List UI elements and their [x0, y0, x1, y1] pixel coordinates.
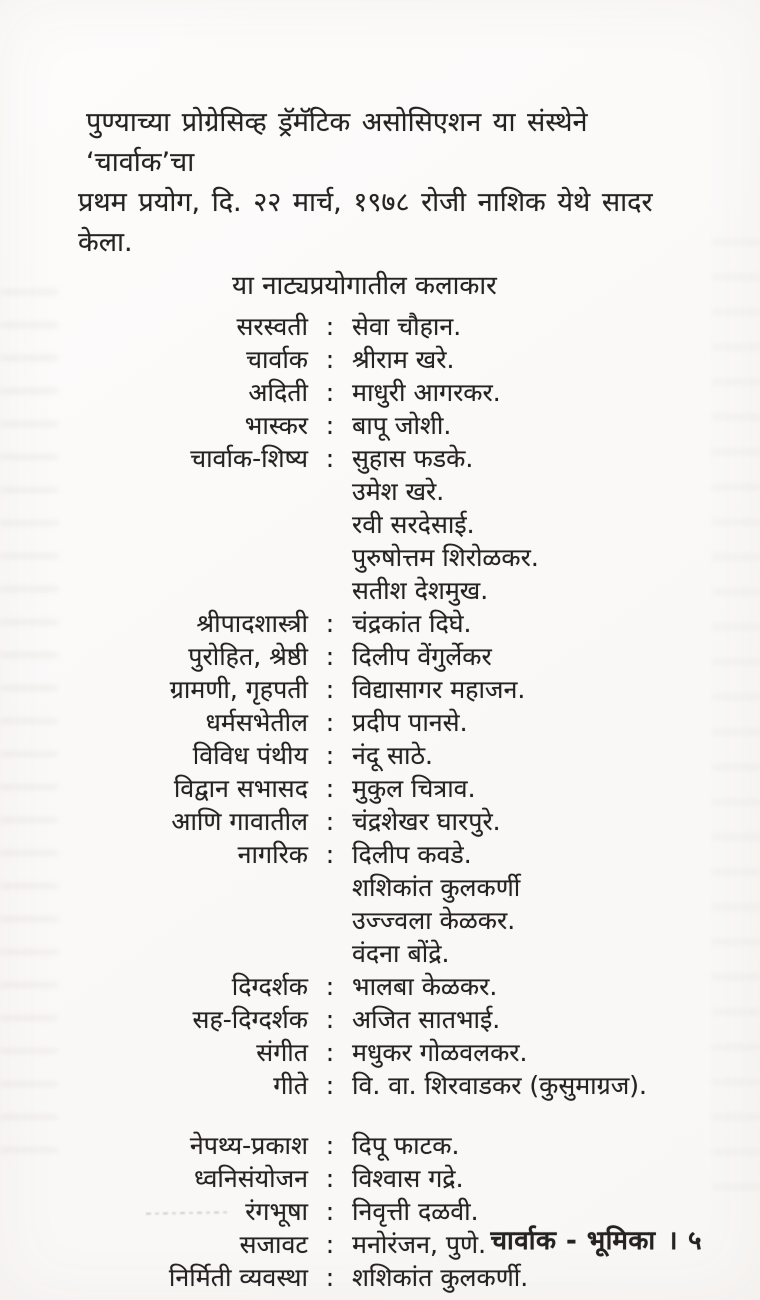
person-name: वंदना बोंद्रे. — [352, 939, 450, 968]
colon-separator — [308, 508, 352, 541]
credit-row — [0, 1003, 760, 1036]
colon-separator: : — [325, 312, 335, 341]
credit-row — [0, 805, 760, 838]
credit-row — [0, 970, 760, 1003]
person-name: शशिकांत कुलकर्णी. — [352, 1263, 529, 1292]
person-name: मुकुल चित्राव. — [352, 774, 476, 803]
colon-separator: : — [325, 444, 335, 473]
person-name: विश्वास गद्रे. — [352, 1164, 464, 1193]
intro-paragraph — [78, 103, 696, 263]
cast-list — [0, 310, 760, 1102]
credit-row — [0, 640, 760, 673]
person-name: मनोरंजन, पुणे. — [352, 1230, 487, 1259]
credit-row — [0, 1261, 760, 1294]
role-label — [0, 871, 308, 904]
credit-row — [0, 1069, 760, 1102]
colon-separator — [308, 475, 352, 508]
colon-separator: : — [325, 609, 335, 638]
colon-separator: : — [325, 1263, 335, 1292]
colon-separator: : — [325, 840, 335, 869]
colon-separator — [308, 541, 352, 574]
role-label: सरस्वती — [236, 312, 308, 341]
role-label: ग्रामणी, गृहपती — [169, 675, 308, 704]
role-label — [0, 541, 308, 574]
page-footer — [491, 1221, 702, 1257]
role-label: सजावट — [239, 1230, 308, 1259]
credit-row — [0, 772, 760, 805]
role-label: नागरिक — [237, 840, 308, 869]
role-label: भास्कर — [244, 411, 308, 440]
person-name: दिपू फाटक. — [352, 1131, 460, 1160]
person-name: सतीश देशमुख. — [352, 576, 489, 605]
role-label: निर्मिती व्यवस्था — [168, 1263, 308, 1292]
credit-row — [0, 343, 760, 376]
credit-row — [0, 937, 760, 970]
cast-heading: या नाट्यप्रयोगातील कलाकार — [232, 271, 497, 301]
credit-row — [0, 673, 760, 706]
role-label: दिग्दर्शक — [231, 972, 308, 1001]
person-name: उज्ज्वला केळकर. — [352, 906, 516, 935]
person-name: बापू जोशी. — [352, 411, 452, 440]
person-name: प्रदीप पानसे. — [352, 708, 468, 737]
person-name: पुरुषोत्तम शिरोळकर. — [352, 543, 539, 572]
colon-separator: : — [325, 675, 335, 704]
colon-separator — [308, 904, 352, 937]
credit-row — [0, 442, 760, 475]
colon-separator — [308, 937, 352, 970]
role-label: चार्वाक-शिष्य — [190, 444, 308, 473]
role-label: चार्वाक — [246, 345, 308, 374]
colon-separator: : — [325, 1071, 335, 1100]
colon-separator: : — [325, 807, 335, 836]
role-label: संगीत — [256, 1038, 308, 1067]
person-name: नंदू साठे. — [352, 741, 433, 770]
credit-row — [0, 739, 760, 772]
credit-row — [0, 904, 760, 937]
role-label — [0, 475, 308, 508]
role-label: सह-दिग्दर्शक — [192, 1005, 308, 1034]
person-name: भालबा केळकर. — [352, 972, 498, 1001]
credit-row — [0, 838, 760, 871]
role-label: धर्मसभेतील — [205, 708, 308, 737]
role-label: गीते — [273, 1071, 308, 1100]
colon-separator: : — [325, 1005, 335, 1034]
colon-separator: : — [325, 411, 335, 440]
role-label: श्रीपादशास्त्री — [196, 609, 308, 638]
credit-row — [0, 1036, 760, 1069]
person-name: उमेश खरे. — [352, 477, 445, 506]
credit-row — [0, 409, 760, 442]
role-label — [0, 904, 308, 937]
person-name: सुहास फडके. — [352, 444, 474, 473]
credit-row — [0, 574, 760, 607]
pencil-scribble-artifact — [146, 1210, 230, 1218]
credit-row — [0, 1129, 760, 1162]
colon-separator: : — [325, 972, 335, 1001]
role-label — [0, 574, 308, 607]
role-label: विद्वान सभासद — [173, 774, 308, 803]
credit-row — [0, 508, 760, 541]
person-name: दिलीप वेंगुर्लेकर — [352, 642, 492, 671]
credit-row — [0, 871, 760, 904]
credit-row — [0, 607, 760, 640]
role-label: पुरोहित, श्रेष्ठी — [188, 642, 308, 671]
page-content — [0, 103, 760, 1294]
person-name: श्रीराम खरे. — [352, 345, 455, 374]
colon-separator: : — [325, 1038, 335, 1067]
credit-row — [0, 1162, 760, 1195]
person-name: चंद्रशेखर घारपुरे. — [352, 807, 501, 836]
person-name: वि. वा. शिरवाडकर (कुसुमाग्रज). — [352, 1071, 647, 1100]
colon-separator: : — [325, 1164, 335, 1193]
production-credits-list — [0, 1129, 760, 1294]
person-name: रवी सरदेसाई. — [352, 510, 475, 539]
person-name: अजित सातभाई. — [352, 1005, 501, 1034]
colon-separator: : — [325, 345, 335, 374]
intro-line: प्रथम प्रयोग, दि. २२ मार्च, १९७८ रोजी नाशिक येथे सादर केला. — [78, 187, 653, 258]
colon-separator — [308, 871, 352, 904]
colon-separator: : — [325, 708, 335, 737]
page-number: ५ — [687, 1226, 702, 1256]
person-name: दिलीप कवडे. — [352, 840, 472, 869]
credit-row — [0, 310, 760, 343]
person-name: निवृत्ती दळवी. — [352, 1197, 479, 1226]
colon-separator — [308, 574, 352, 607]
credit-row — [0, 475, 760, 508]
role-label — [0, 937, 308, 970]
person-name: विद्यासागर महाजन. — [352, 675, 526, 704]
role-label: रंगभूषा — [245, 1197, 308, 1226]
credit-row — [0, 706, 760, 739]
footer-divider: । — [667, 1226, 678, 1256]
person-name: शशिकांत कुलकर्णी — [352, 873, 521, 902]
credit-row — [0, 376, 760, 409]
role-label: आणि गावातील — [171, 807, 308, 836]
role-label: अदिती — [248, 378, 308, 407]
role-label: विविध पंथीय — [192, 741, 308, 770]
footer-book-title: चार्वाक - भूमिका — [490, 1226, 656, 1256]
person-name: चंद्रकांत दिघे. — [352, 609, 472, 638]
colon-separator: : — [325, 378, 335, 407]
person-name: माधुरी आगरकर. — [352, 378, 501, 407]
colon-separator: : — [325, 642, 335, 671]
person-name: मधुकर गोळवलकर. — [352, 1038, 528, 1067]
colon-separator: : — [325, 1197, 335, 1226]
role-label — [0, 508, 308, 541]
colon-separator: : — [325, 1131, 335, 1160]
role-label: नेपथ्य-प्रकाश — [189, 1131, 308, 1160]
role-label: ध्वनिसंयोजन — [194, 1164, 308, 1193]
colon-separator: : — [325, 1230, 335, 1259]
colon-separator: : — [325, 741, 335, 770]
credit-row — [0, 541, 760, 574]
colon-separator: : — [325, 774, 335, 803]
person-name: सेवा चौहान. — [352, 312, 462, 341]
intro-line: पुण्याच्या प्रोग्रेसिव्ह ड्रॅमॅटिक असोसिएशन या संस्थेने ‘चार्वाक’चा — [86, 107, 588, 178]
